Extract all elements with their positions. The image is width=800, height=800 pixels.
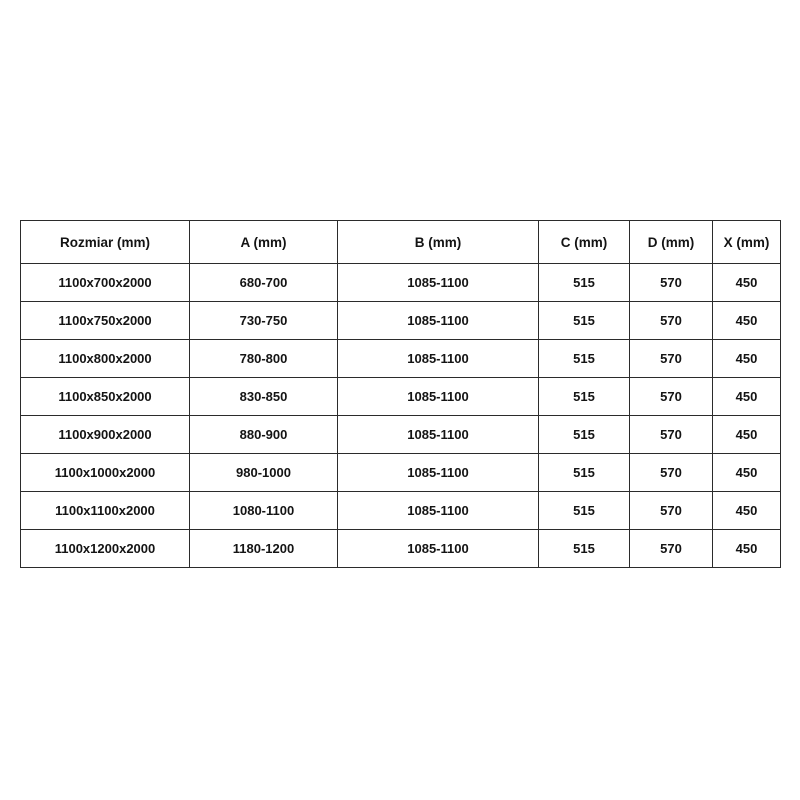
column-header-b: B (mm) [338,221,539,264]
cell-a: 1080-1100 [190,492,338,530]
cell-b: 1085-1100 [338,378,539,416]
cell-b: 1085-1100 [338,416,539,454]
cell-d: 570 [630,492,713,530]
table-body [21,264,781,568]
cell-b: 1085-1100 [338,530,539,568]
table-row [21,492,781,530]
cell-c: 515 [539,530,630,568]
cell-x: 450 [713,530,781,568]
spec-table-container [20,220,780,568]
cell-rozmiar: 1100x750x2000 [21,302,190,340]
cell-a: 680-700 [190,264,338,302]
cell-a: 780-800 [190,340,338,378]
table-row [21,264,781,302]
cell-rozmiar: 1100x850x2000 [21,378,190,416]
cell-a: 830-850 [190,378,338,416]
cell-x: 450 [713,302,781,340]
table-header-row [21,221,781,264]
cell-c: 515 [539,492,630,530]
column-header-x: X (mm) [713,221,781,264]
cell-b: 1085-1100 [338,492,539,530]
cell-d: 570 [630,454,713,492]
cell-x: 450 [713,492,781,530]
cell-x: 450 [713,416,781,454]
column-header-c: C (mm) [539,221,630,264]
cell-c: 515 [539,378,630,416]
cell-rozmiar: 1100x1100x2000 [21,492,190,530]
cell-a: 980-1000 [190,454,338,492]
cell-b: 1085-1100 [338,340,539,378]
column-header-rozmiar: Rozmiar (mm) [21,221,190,264]
cell-c: 515 [539,264,630,302]
cell-a: 880-900 [190,416,338,454]
cell-a: 730-750 [190,302,338,340]
column-header-a: A (mm) [190,221,338,264]
cell-b: 1085-1100 [338,302,539,340]
cell-rozmiar: 1100x900x2000 [21,416,190,454]
cell-d: 570 [630,530,713,568]
column-header-d: D (mm) [630,221,713,264]
cell-c: 515 [539,302,630,340]
cell-x: 450 [713,454,781,492]
cell-d: 570 [630,416,713,454]
table-header [21,221,781,264]
cell-d: 570 [630,264,713,302]
cell-rozmiar: 1100x1000x2000 [21,454,190,492]
cell-rozmiar: 1100x700x2000 [21,264,190,302]
table-row [21,530,781,568]
cell-x: 450 [713,264,781,302]
cell-c: 515 [539,454,630,492]
cell-d: 570 [630,378,713,416]
cell-d: 570 [630,340,713,378]
cell-x: 450 [713,340,781,378]
cell-c: 515 [539,340,630,378]
table-row [21,454,781,492]
table-row [21,302,781,340]
table-row [21,416,781,454]
table-row [21,378,781,416]
spec-table [20,220,781,568]
cell-c: 515 [539,416,630,454]
cell-d: 570 [630,302,713,340]
cell-x: 450 [713,378,781,416]
cell-rozmiar: 1100x1200x2000 [21,530,190,568]
table-row [21,340,781,378]
cell-b: 1085-1100 [338,264,539,302]
cell-rozmiar: 1100x800x2000 [21,340,190,378]
cell-b: 1085-1100 [338,454,539,492]
cell-a: 1180-1200 [190,530,338,568]
